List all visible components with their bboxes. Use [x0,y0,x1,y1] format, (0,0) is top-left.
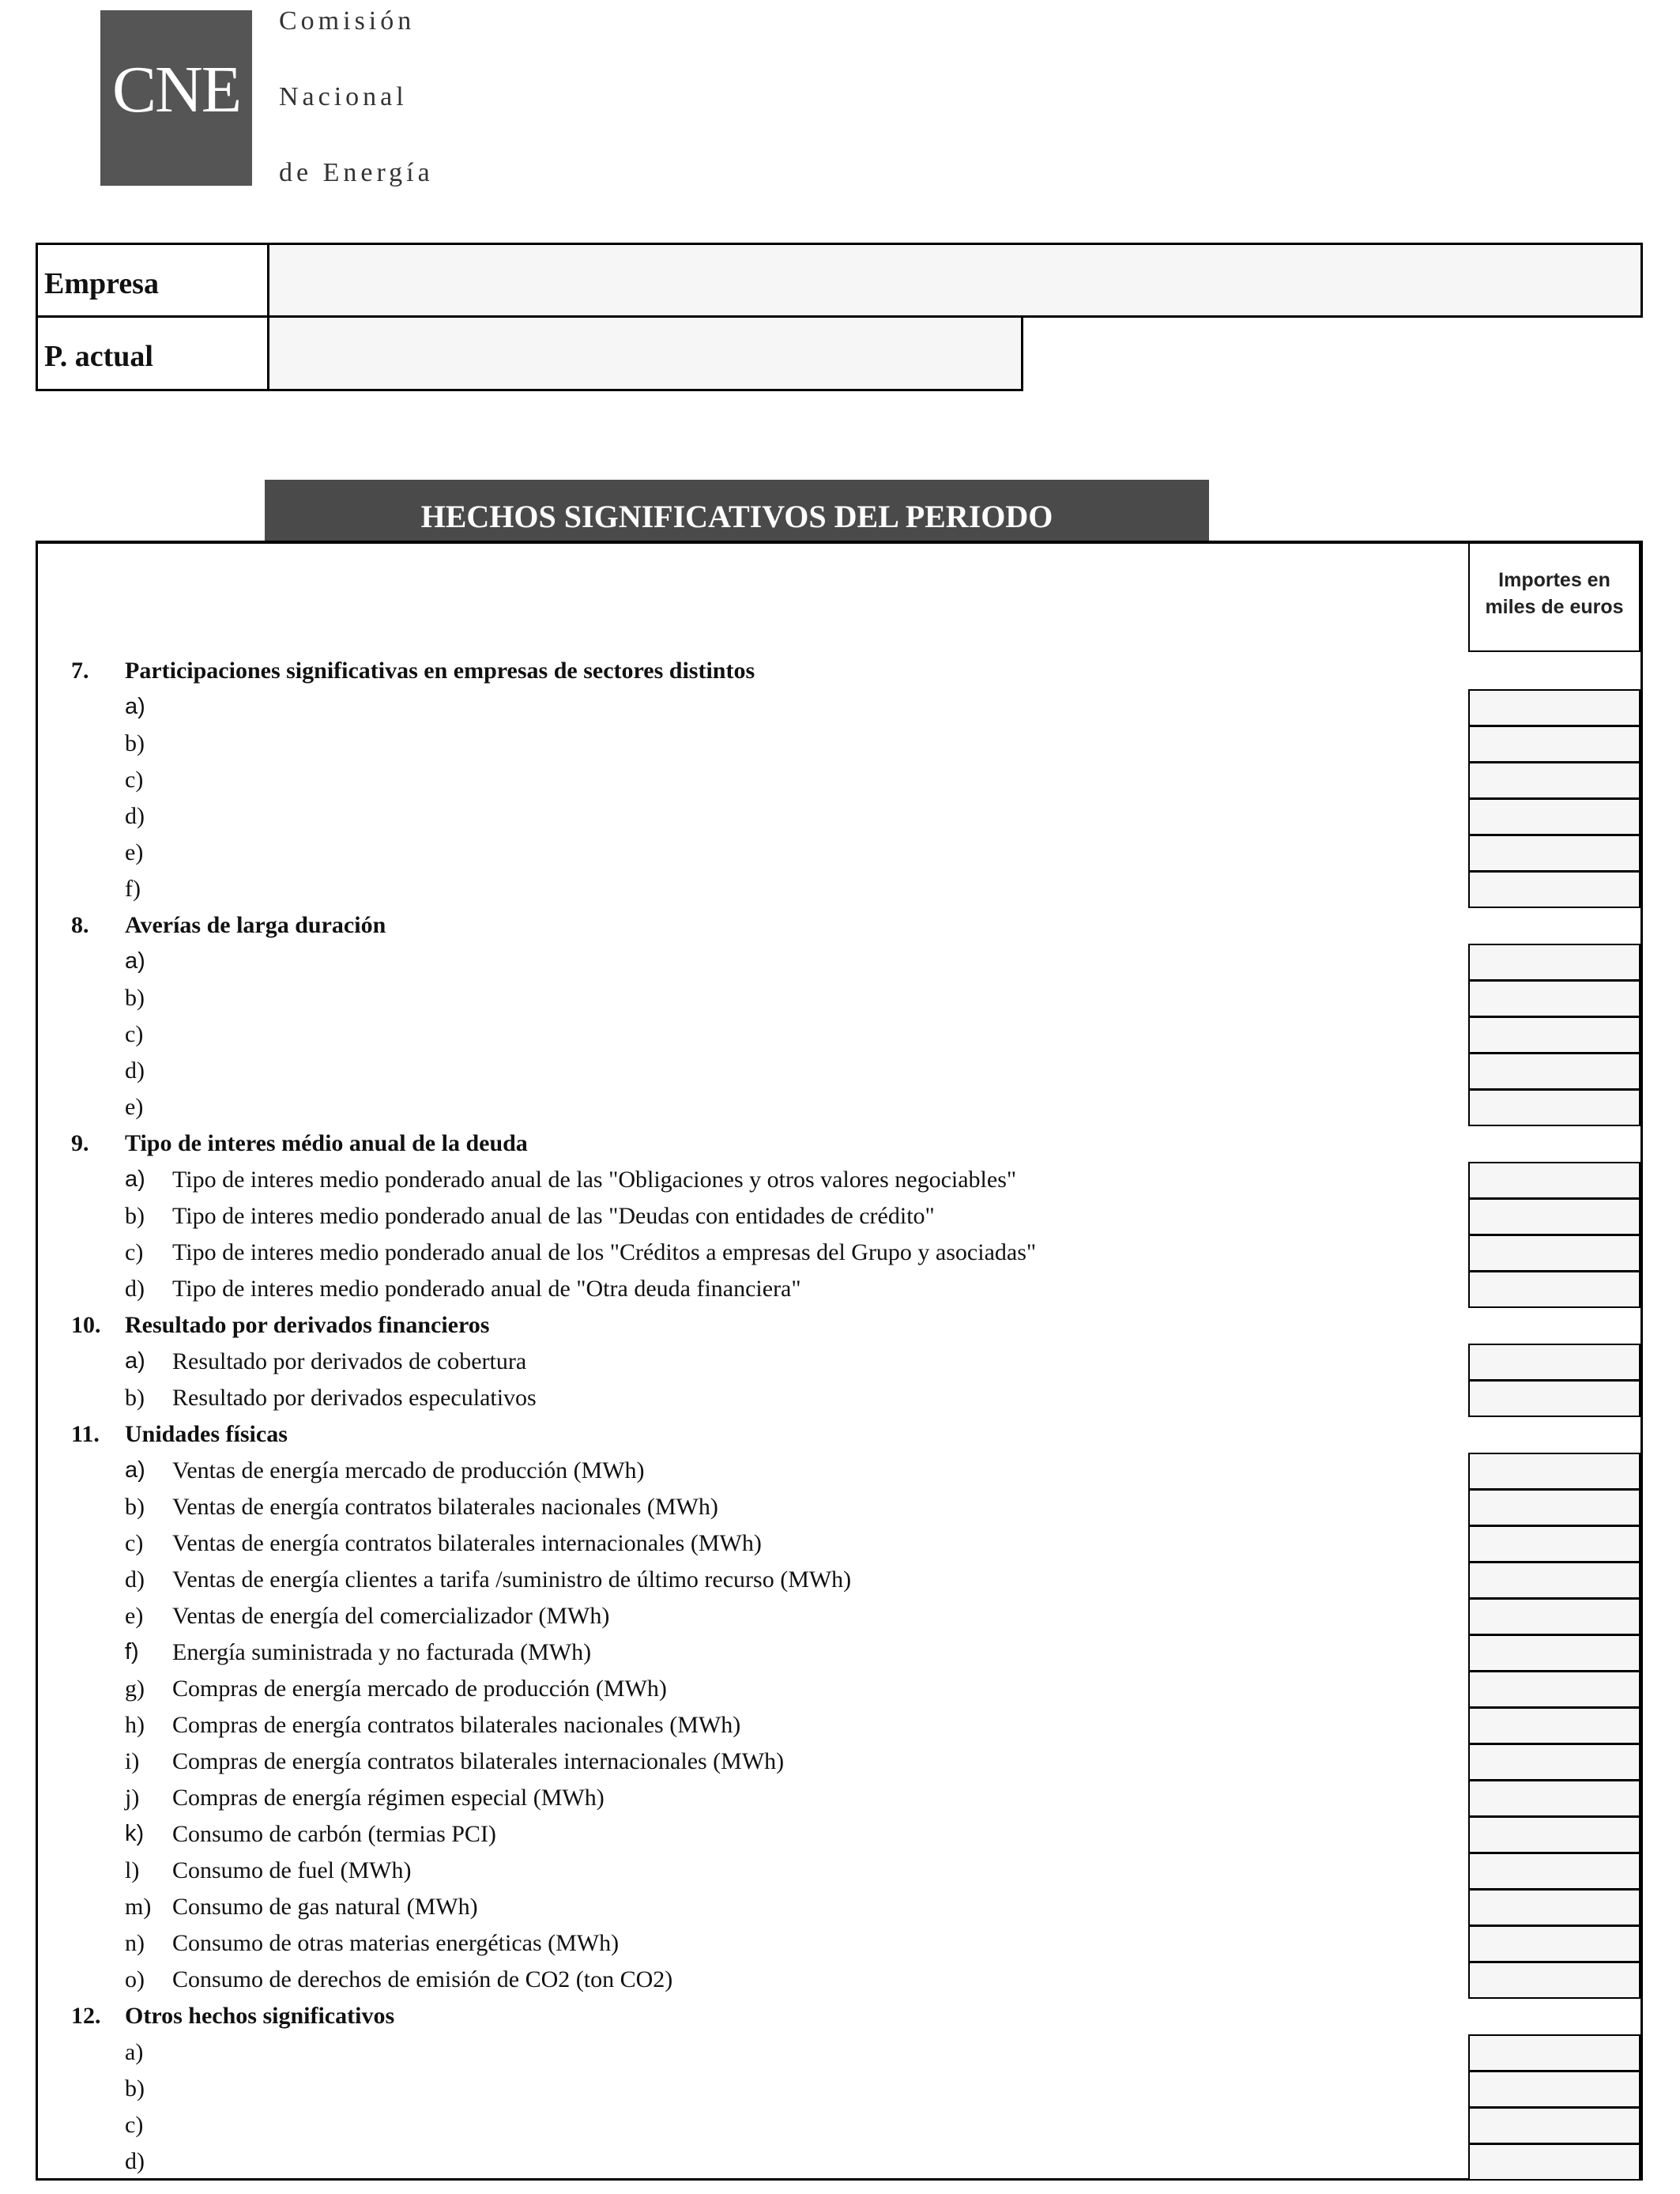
item-row [0,944,1680,980]
item-row [0,1671,1680,1707]
amount-input-cell[interactable] [1468,1780,1640,1817]
item-row [0,1925,1680,1962]
amount-input-cell[interactable] [1468,1489,1640,1526]
section-number: 11. [71,1421,100,1447]
amount-input-cell[interactable] [1468,1016,1640,1054]
amount-input-cell[interactable] [1468,762,1640,799]
item-row [0,871,1680,907]
item-label: Resultado por derivados de cobertura [172,1348,527,1374]
item-row [0,2071,1680,2107]
item-row [0,1562,1680,1598]
item-label: Ventas de energía del comercializador (MWh) [172,1603,610,1629]
item-row [0,1380,1680,1416]
item-letter: e) [125,1094,144,1120]
item-row [0,2107,1680,2143]
item-row [0,1962,1680,1998]
item-row [0,835,1680,871]
item-label: Ventas de energía mercado de producción (MWh) [172,1457,645,1483]
item-label: Consumo de carbón (termias PCI) [172,1821,496,1847]
logo-line-3: de Energía [279,158,434,187]
item-row [0,1016,1680,1053]
item-letter: b) [125,985,145,1011]
item-letter: e) [125,1603,144,1629]
amount-input-cell[interactable] [1468,1235,1640,1272]
logo-line-1: Comisión [279,6,416,36]
item-label: Compras de energía contratos bilaterales internacionales (MWh) [172,1748,785,1774]
item-row [0,1271,1680,1307]
item-letter: f) [125,1639,139,1664]
item-letter: d) [125,2148,145,2174]
empresa-field[interactable] [267,243,1643,318]
item-row [0,2034,1680,2071]
amount-input-cell[interactable] [1468,1162,1640,1199]
cne-logo [100,10,252,186]
section-number: 10. [71,1312,101,1338]
amount-input-cell[interactable] [1468,1525,1640,1563]
section-number: 12. [71,2003,101,2029]
amount-input-cell[interactable] [1468,1453,1640,1490]
amount-input-cell[interactable] [1468,871,1640,908]
item-row [0,798,1680,835]
amount-input-cell[interactable] [1468,1089,1640,1126]
amount-input-cell[interactable] [1468,1962,1640,1999]
item-letter: b) [125,730,145,756]
amount-input-cell[interactable] [1468,2143,1640,2181]
section-header-row [0,1307,1680,1344]
item-label: Compras de energía mercado de producción (MWh) [172,1676,667,1702]
item-letter: c) [125,1530,144,1556]
item-letter: a) [125,1167,145,1192]
item-row [0,1634,1680,1671]
amount-input-cell[interactable] [1468,1271,1640,1308]
item-row [0,1889,1680,1925]
item-row [0,1344,1680,1380]
item-row [0,1162,1680,1198]
amount-input-cell[interactable] [1468,689,1640,726]
amount-input-cell[interactable] [1468,1053,1640,1090]
logo-abbr: CNE [112,53,240,126]
amount-input-cell[interactable] [1468,1889,1640,1926]
item-label: Ventas de energía clientes a tarifa /suministro de último recurso (MWh) [172,1566,852,1593]
item-letter: d) [125,803,145,829]
item-label: Tipo de interes medio ponderado anual de los "Créditos a empresas del Grupo y asociadas" [172,1239,1037,1265]
item-letter: b) [125,1385,145,1411]
item-letter: b) [125,1494,145,1520]
amount-input-cell[interactable] [1468,1634,1640,1672]
item-letter: a) [125,694,145,719]
section-number: 7. [71,658,89,684]
amount-input-cell[interactable] [1468,2071,1640,2108]
periodo-field[interactable] [267,315,1023,391]
item-label: Energía suministrada y no facturada (MWh) [172,1639,592,1665]
item-letter: e) [125,839,144,865]
item-letter: a) [125,1348,145,1374]
item-letter: a) [125,948,145,974]
item-row [0,1853,1680,1889]
item-letter: m) [125,1894,152,1920]
section-title: Otros hechos significativos [125,2003,395,2029]
amount-input-cell[interactable] [1468,1816,1640,1853]
empresa-label: Empresa [36,243,267,318]
amount-column-header [1468,543,1640,652]
column-header-line-1: Importes en [1498,569,1610,591]
item-letter: h) [125,1712,145,1738]
item-letter: o) [125,1966,145,1992]
item-label: Resultado por derivados especulativos [172,1385,537,1411]
item-row [0,1707,1680,1744]
section-number: 8. [71,912,89,938]
item-row [0,762,1680,798]
item-letter: d) [125,1566,145,1593]
item-row [0,2143,1680,2180]
column-header-line-2: miles de euros [1485,596,1624,618]
section-header-row [0,653,1680,689]
amount-input-cell[interactable] [1468,1598,1640,1635]
item-letter: g) [125,1676,145,1702]
item-letter: d) [125,1057,145,1084]
item-label: Tipo de interes medio ponderado anual de las "Deudas con entidades de crédito" [172,1203,935,1229]
amount-input-cell[interactable] [1468,1380,1640,1417]
item-letter: l) [125,1857,140,1883]
item-label: Ventas de energía contratos bilaterales internacionales (MWh) [172,1530,762,1556]
amount-input-cell[interactable] [1468,1744,1640,1781]
item-letter: c) [125,2112,144,2138]
item-letter: c) [125,1239,144,1265]
section-title: Unidades físicas [125,1421,288,1447]
item-letter: f) [125,876,141,902]
section-header-row [0,1125,1680,1162]
item-letter: a) [125,1457,145,1483]
item-label: Ventas de energía contratos bilaterales nacionales (MWh) [172,1494,718,1520]
item-label: Consumo de gas natural (MWh) [172,1894,478,1920]
amount-input-cell[interactable] [1468,1707,1640,1744]
logo-line-2: Nacional [279,82,408,111]
amount-input-cell[interactable] [1468,2107,1640,2144]
amount-input-cell[interactable] [1468,1853,1640,1890]
item-row [0,1598,1680,1634]
item-row [0,1089,1680,1125]
item-letter: c) [125,1021,144,1047]
section-title: Averías de larga duración [125,912,386,938]
item-label: Consumo de derechos de emisión de CO2 (ton CO2) [172,1966,673,1992]
item-letter: j) [125,1785,140,1811]
periodo-row [36,315,1023,391]
item-label: Tipo de interes medio ponderado anual de las "Obligaciones y otros valores negociables" [172,1167,1017,1193]
section-header-row [0,1998,1680,2034]
item-row [0,1489,1680,1525]
item-label: Tipo de interes medio ponderado anual de "Otra deuda financiera" [172,1276,801,1302]
item-row [0,1780,1680,1816]
amount-input-cell[interactable] [1468,980,1640,1017]
amount-input-cell[interactable] [1468,798,1640,835]
item-row [0,1198,1680,1235]
section-title: Tipo de interes médio anual de la deuda [125,1130,528,1156]
section-header-row [0,907,1680,944]
amount-input-cell[interactable] [1468,1671,1640,1708]
item-label: Compras de energía contratos bilaterales nacionales (MWh) [172,1712,741,1738]
periodo-label: P. actual [36,315,267,391]
item-label: Compras de energía régimen especial (MWh) [172,1785,605,1811]
amount-input-cell[interactable] [1468,835,1640,872]
item-row [0,1235,1680,1271]
item-letter: k) [125,1821,145,1846]
amount-input-cell[interactable] [1468,1344,1640,1381]
item-row [0,1816,1680,1853]
item-row [0,980,1680,1016]
section-title: Resultado por derivados financieros [125,1312,490,1338]
empresa-row [36,243,1643,318]
item-row [0,1744,1680,1780]
item-label: Consumo de fuel (MWh) [172,1857,412,1883]
item-row [0,1453,1680,1489]
item-letter: i) [125,1748,140,1774]
item-label: Consumo de otras materias energéticas (MWh) [172,1930,620,1956]
section-header-row [0,1416,1680,1453]
amount-input-cell[interactable] [1468,1198,1640,1235]
item-letter: b) [125,1203,145,1229]
item-letter: n) [125,1930,145,1956]
item-row [0,1053,1680,1089]
item-row [0,726,1680,762]
amount-input-cell[interactable] [1468,1925,1640,1962]
section-title: Participaciones significativas en empresas de sectores distintos [125,658,755,684]
amount-input-cell[interactable] [1468,726,1640,763]
item-letter: c) [125,767,144,793]
item-letter: a) [125,2039,144,2065]
item-letter: b) [125,2075,145,2102]
item-row [0,689,1680,726]
amount-input-cell[interactable] [1468,2034,1640,2071]
section-number: 9. [71,1130,89,1156]
item-row [0,1525,1680,1562]
amount-input-cell[interactable] [1468,1562,1640,1599]
page-title: HECHOS SIGNIFICATIVOS DEL PERIODO [265,480,1209,541]
amount-input-cell[interactable] [1468,944,1640,981]
item-letter: d) [125,1276,145,1302]
